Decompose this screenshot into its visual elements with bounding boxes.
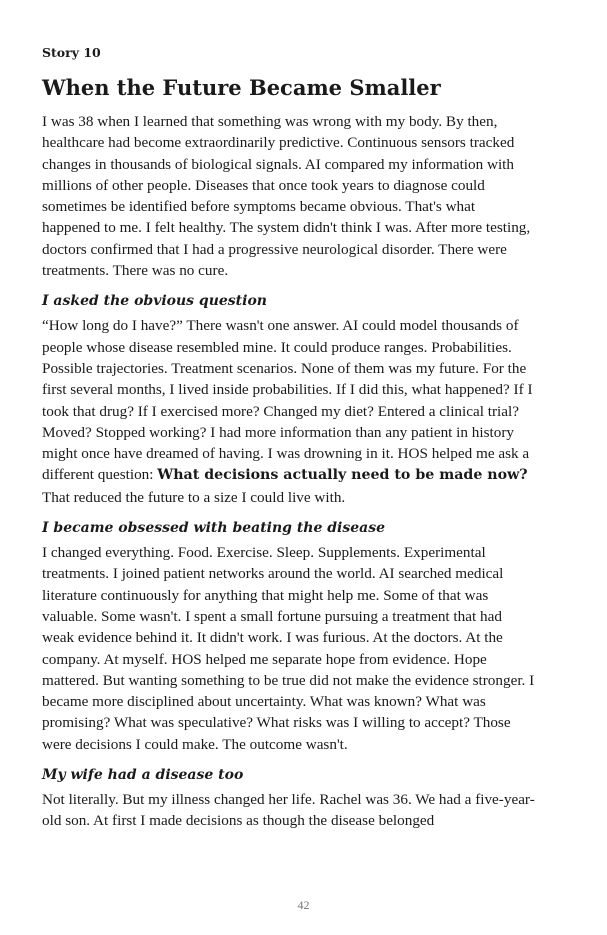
section-heading-beating-disease: I became obsessed with beating the disease bbox=[42, 520, 386, 537]
intro-paragraph: I was 38 when I learned that something was wrong with my body. By then, healthcare had become extraordinarily predictive. Continuous sensors tracked changes in thousands of biological signals. AI compared my information with millions of other people. Diseases that once took years to diagnose could sometimes be identified before symptoms became obvious. That's what happened to me. I felt healthy. The system didn't think I was. After more testing, doctors confirmed that I had a progressive neurological disorder. There were treatments. There was no cure. bbox=[42, 113, 531, 280]
section-heading-wife: My wife had a disease too bbox=[42, 767, 244, 784]
section-paragraph-beating-disease: I changed everything. Food. Exercise. Sleep. Supplements. Experimental treatments. I joined patient networks around the world. AI searched medical literature continuously for anything that might help me. Some of that was valuable. Some wasn't. I spent a small fortune pursuing a treatment that had weak evidence behind it. It didn't work. I was furious. At the doctors. At the company. At myself. HOS helped me separate hope from evidence. Hope mattered. But wanting something to be true did not make the evidence stronger. I became more disciplined about uncertainty. What was known? What was promising? What was speculative? What risks was I willing to accept? Those were decisions I could make. The outcome wasn't. bbox=[42, 544, 535, 753]
document-page bbox=[42, 44, 536, 832]
story-title: When the Future Became Smaller bbox=[42, 75, 441, 100]
section-paragraph-wife: Not literally. But my illness changed her life. Rachel was 36. We had a five-year-old son. At first I made decisions as though the disease belonged bbox=[42, 791, 535, 830]
paragraph-text: That reduced the future to a size I could live with. bbox=[42, 488, 346, 506]
story-label: Story 10 bbox=[42, 45, 101, 60]
emphasized-question: What decisions actually need to be made now? bbox=[157, 467, 528, 484]
section-heading-obvious-question: I asked the obvious question bbox=[42, 293, 267, 310]
page-number: 42 bbox=[297, 898, 310, 912]
paragraph-text: “How long do I have?” There wasn't one answer. AI could model thousands of people whose disease resembled mine. It could produce ranges. Probabilities. Possible trajectories. Treatment scenarios. None of them was my future. For the first several months, I lived inside probabilities. If I did this, what happened? If I took that drug? If I exercised more? Changed my diet? Entered a clinical trial? Moved? Stopped working? I had more information than any patient in history might once have dreamed of having. I was drowning in it. HOS helped me ask a different question: bbox=[42, 317, 533, 484]
section-paragraph-obvious-question bbox=[42, 315, 536, 508]
